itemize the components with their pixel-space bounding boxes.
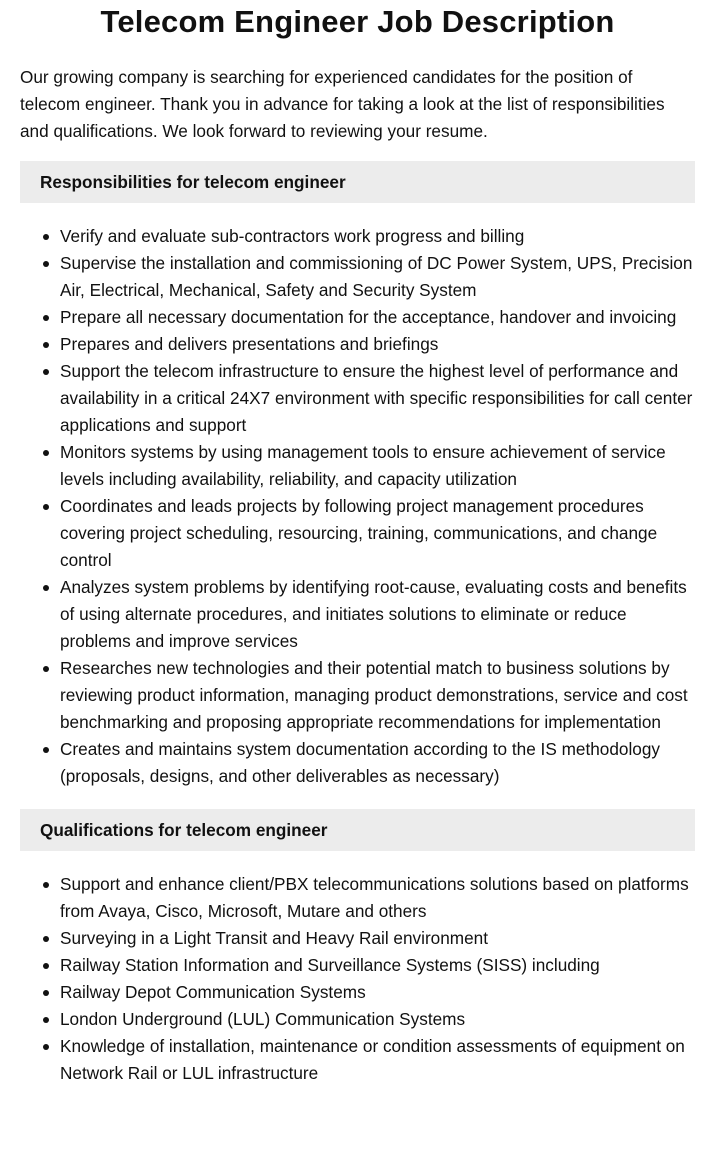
list-item: Researches new technologies and their potential match to business solutions by reviewing product information, managing product demonstrations, service and cost benchmarking and proposing appropriate recommendations for implementation bbox=[60, 655, 695, 736]
page-title: Telecom Engineer Job Description bbox=[100, 4, 615, 39]
responsibilities-heading: Responsibilities for telecom engineer bbox=[20, 161, 695, 203]
list-item: Support the telecom infrastructure to ensure the highest level of performance and availability in a critical 24X7 environment with specific responsibilities for call center applications and support bbox=[60, 358, 695, 439]
list-item: Analyzes system problems by identifying root-cause, evaluating costs and benefits of using alternate procedures, and initiates solutions to eliminate or reduce problems and improve services bbox=[60, 574, 695, 655]
intro-paragraph: Our growing company is searching for experienced candidates for the position of telecom engineer. Thank you in advance for taking a look at the list of responsibilities and qualifications. We look forward to reviewing your resume. bbox=[20, 67, 665, 141]
qualifications-heading: Qualifications for telecom engineer bbox=[20, 809, 695, 851]
list-item: Support and enhance client/PBX telecommunications solutions based on platforms from Avaya, Cisco, Microsoft, Mutare and others bbox=[60, 871, 695, 925]
list-item: Verify and evaluate sub-contractors work progress and billing bbox=[60, 223, 695, 250]
responsibilities-list bbox=[20, 223, 695, 790]
list-item: Surveying in a Light Transit and Heavy Rail environment bbox=[60, 925, 695, 952]
list-item: Railway Depot Communication Systems bbox=[60, 979, 695, 1006]
list-item: Creates and maintains system documentation according to the IS methodology (proposals, designs, and other deliverables as necessary) bbox=[60, 736, 695, 790]
list-item: Prepare all necessary documentation for the acceptance, handover and invoicing bbox=[60, 304, 695, 331]
list-item: Railway Station Information and Surveillance Systems (SISS) including bbox=[60, 952, 695, 979]
list-item: London Underground (LUL) Communication Systems bbox=[60, 1006, 695, 1033]
list-item: Coordinates and leads projects by following project management procedures covering project scheduling, resourcing, training, communications, and change control bbox=[60, 493, 695, 574]
list-item: Monitors systems by using management tools to ensure achievement of service levels including availability, reliability, and capacity utilization bbox=[60, 439, 695, 493]
list-item: Prepares and delivers presentations and briefings bbox=[60, 331, 695, 358]
list-item: Knowledge of installation, maintenance or condition assessments of equipment on Network Rail or LUL infrastructure bbox=[60, 1033, 695, 1087]
list-item: Supervise the installation and commissioning of DC Power System, UPS, Precision Air, Electrical, Mechanical, Safety and Security System bbox=[60, 250, 695, 304]
qualifications-list bbox=[20, 871, 695, 1087]
